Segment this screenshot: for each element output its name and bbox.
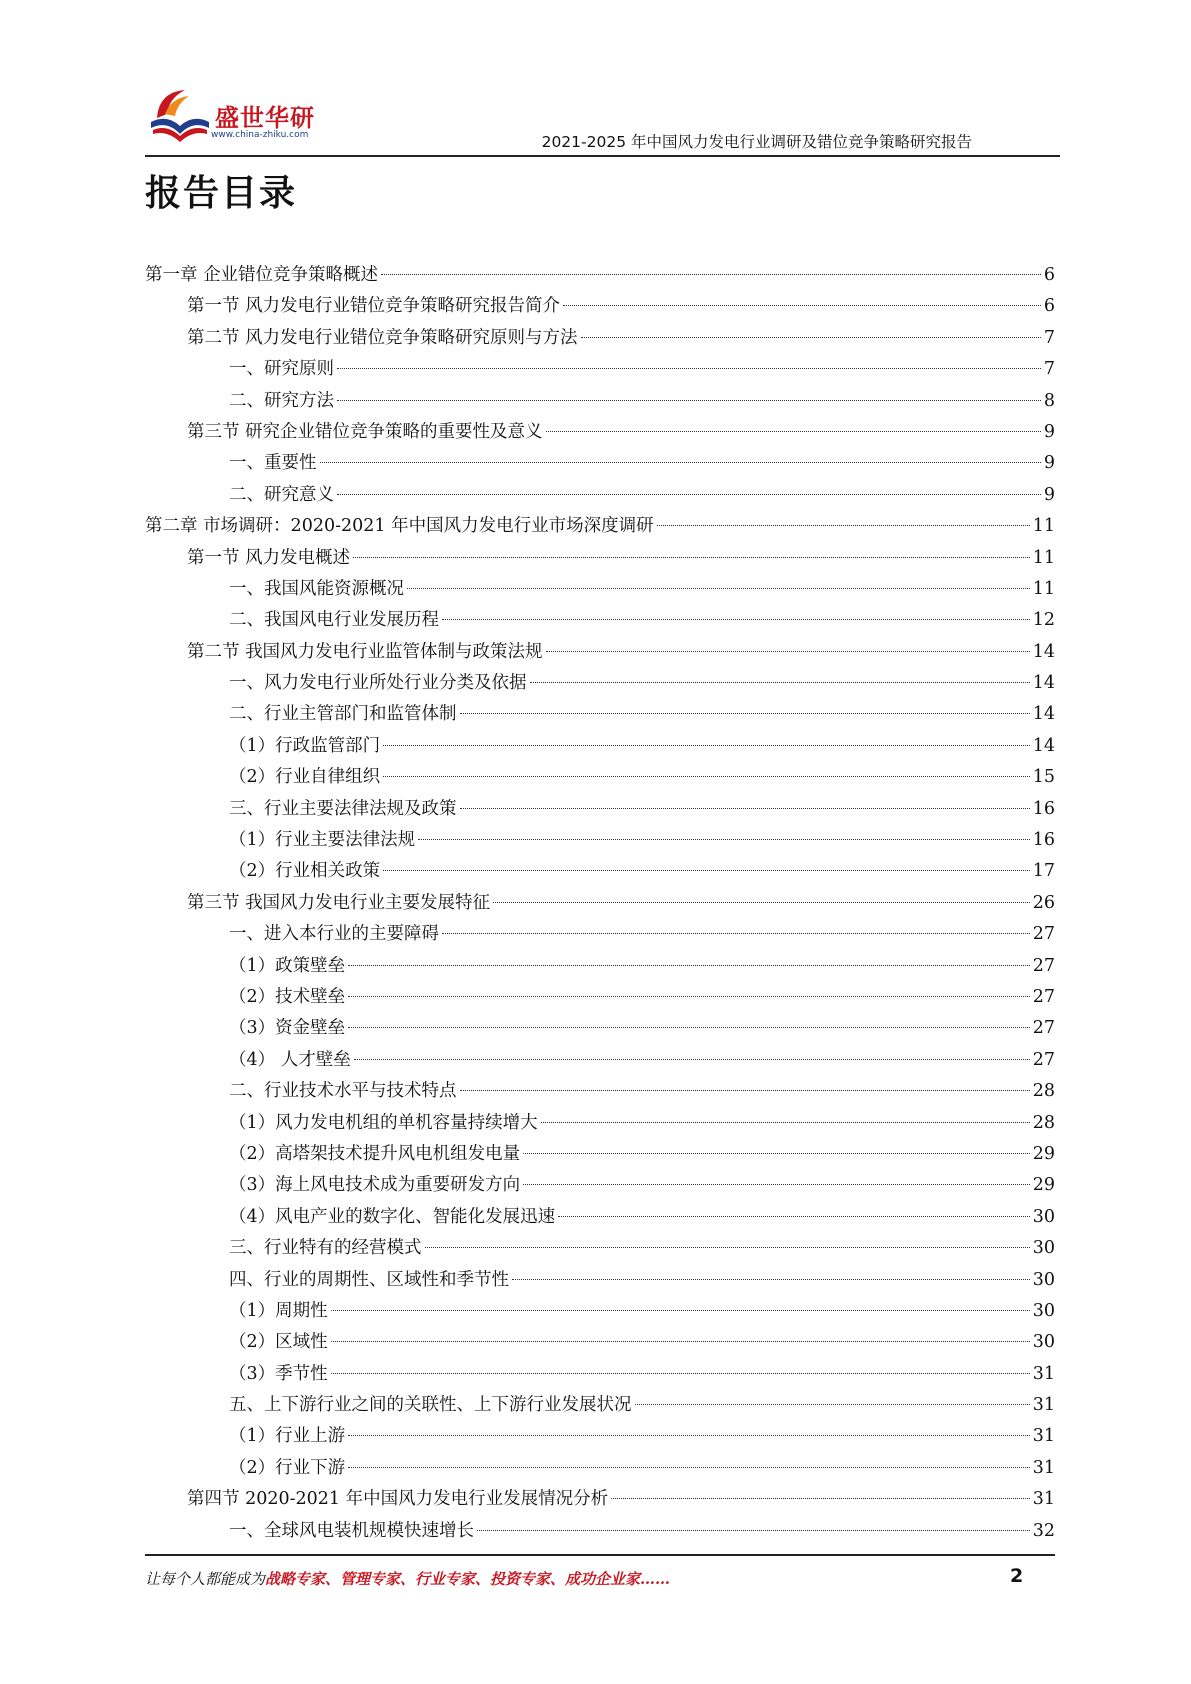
toc-dot-leader [418,839,1030,840]
toc-entry-page: 11 [1032,547,1055,568]
toc-entry[interactable] [145,574,1055,605]
toc-dot-leader [546,431,1041,432]
toc-entry-label: （1）行业主要法律法规 [229,830,416,851]
toc-entry-page: 30 [1032,1206,1055,1227]
toc-entry-page: 30 [1032,1269,1055,1290]
toc-entry[interactable] [145,354,1055,385]
toc-entry-label: （2）行业相关政策 [229,861,381,882]
toc-dot-leader [460,1090,1030,1091]
toc-dot-leader [348,1435,1030,1436]
toc-entry-page: 27 [1032,924,1055,945]
toc-entry-page: 31 [1032,1489,1055,1510]
toc-entry[interactable] [145,1233,1055,1264]
footer-slogan [145,1568,670,1589]
toc-entry-label: 第四节 2020-2021 年中国风力发电行业发展情况分析 [187,1489,609,1510]
toc-entry-page: 29 [1032,1175,1055,1196]
page-title: 报告目录 [145,173,298,214]
toc-entry[interactable] [145,668,1055,699]
toc-entry[interactable] [145,323,1055,354]
toc-entry-page: 6 [1043,265,1055,285]
toc-dot-leader [337,368,1041,369]
toc-entry-label: （2）技术壁垒 [229,986,346,1007]
toc-entry[interactable] [145,1170,1055,1201]
toc-dot-leader [337,494,1041,495]
toc-entry-label: 三、行业特有的经营模式 [229,1238,422,1259]
toc-entry-label: 二、行业主管部门和监管体制 [229,704,457,725]
toc-entry-page: 9 [1043,484,1055,505]
toc-entry[interactable] [145,386,1055,417]
toc-entry[interactable] [145,1359,1055,1390]
toc-entry-page: 27 [1032,1049,1055,1070]
toc-dot-leader [381,274,1041,275]
toc-dot-leader [530,682,1030,683]
slogan-highlight: 战略专家、管理专家、行业专家、投资专家、成功企业家…… [265,1570,671,1588]
toc-entry-label: 第二节 我国风力发电行业监管体制与政策法规 [187,641,543,662]
toc-entry-page: 31 [1032,1395,1055,1416]
table-of-contents [145,260,1055,1547]
toc-dot-leader [523,1184,1030,1185]
toc-entry-page: 31 [1032,1363,1055,1384]
toc-entry[interactable] [145,448,1055,479]
toc-entry-page: 16 [1032,830,1055,851]
toc-entry-label: 一、我国风能资源概况 [229,578,404,599]
toc-dot-leader [558,1216,1030,1217]
header-divider [145,155,1060,157]
toc-entry-label: （4）风电产业的数字化、智能化发展迅速 [229,1206,556,1227]
toc-entry-label: （2）行业下游 [229,1457,346,1478]
toc-entry-label: 第二章 市场调研：2020-2021 年中国风力发电行业市场深度调研 [145,516,654,537]
toc-entry[interactable] [145,1013,1055,1044]
toc-entry[interactable] [145,480,1055,511]
toc-entry-page: 30 [1032,1238,1055,1259]
toc-entry[interactable] [145,1139,1055,1170]
toc-entry[interactable] [145,1516,1055,1547]
toc-entry[interactable] [145,1327,1055,1358]
toc-entry-page: 30 [1032,1300,1055,1321]
toc-entry-label: （3）资金壁垒 [229,1018,346,1039]
toc-entry-page: 14 [1032,673,1055,694]
toc-dot-leader [348,1027,1030,1028]
toc-entry-label: （1）风力发电机组的单机容量持续增大 [229,1112,538,1133]
toc-entry[interactable] [145,888,1055,919]
toc-entry-page: 8 [1043,390,1055,411]
toc-entry-page: 16 [1032,798,1055,819]
toc-entry-page: 29 [1032,1143,1055,1164]
toc-dot-leader [331,1310,1030,1311]
toc-entry[interactable] [145,699,1055,730]
toc-dot-leader [331,1373,1030,1374]
toc-entry-label: 第三节 研究企业错位竞争策略的重要性及意义 [187,421,543,442]
toc-entry-page: 27 [1032,955,1055,976]
toc-entry[interactable] [145,291,1055,322]
toc-entry-label: 二、行业技术水平与技术特点 [229,1081,457,1102]
toc-dot-leader [383,870,1030,871]
toc-entry[interactable] [145,982,1055,1013]
toc-entry-page: 7 [1043,327,1055,348]
toc-entry-label: 二、我国风电行业发展历程 [229,610,439,631]
toc-entry-page: 9 [1043,453,1055,474]
toc-entry-label: 三、行业主要法律法规及政策 [229,798,457,819]
toc-entry[interactable] [145,543,1055,574]
toc-entry-label: 一、进入本行业的主要障碍 [229,924,439,945]
toc-dot-leader [407,588,1030,589]
toc-dot-leader [657,525,1030,526]
toc-dot-leader [348,965,1030,966]
toc-entry[interactable] [145,1265,1055,1296]
toc-entry-label: （2）区域性 [229,1332,328,1353]
toc-entry-label: 第一节 风力发电概述 [187,547,351,568]
logo-company-name: 盛世华研 [215,104,315,132]
toc-entry[interactable] [145,1453,1055,1484]
toc-entry-page: 27 [1032,1018,1055,1039]
toc-dot-leader [581,337,1041,338]
footer-divider [145,1554,1055,1556]
toc-entry-page: 14 [1032,735,1055,756]
page-number: 2 [1010,1565,1024,1587]
toc-dot-leader [331,1341,1030,1342]
toc-entry-label: 第二节 风力发电行业错位竞争策略研究原则与方法 [187,327,578,348]
toc-entry[interactable] [145,794,1055,825]
toc-entry[interactable] [145,825,1055,856]
toc-dot-leader [353,557,1030,558]
toc-entry-page: 15 [1032,767,1055,788]
toc-entry[interactable] [145,637,1055,668]
toc-entry-label: 第一章 企业错位竞争策略概述 [145,265,379,285]
toc-dot-leader [563,305,1041,306]
company-logo-icon [145,84,215,146]
toc-entry[interactable] [145,856,1055,887]
toc-entry[interactable] [145,731,1055,762]
toc-entry[interactable] [145,1108,1055,1139]
toc-entry[interactable] [145,260,1055,291]
toc-entry-label: 一、风力发电行业所处行业分类及依据 [229,673,527,694]
toc-entry[interactable] [145,951,1055,982]
toc-entry-label: 二、研究方法 [229,390,334,411]
toc-entry-label: （4） 人才壁垒 [229,1049,351,1070]
toc-entry-label: （1）行政监管部门 [229,735,381,756]
slogan-prefix: 让每个人都能成为 [145,1570,266,1588]
toc-entry[interactable] [145,511,1055,542]
toc-dot-leader [512,1279,1030,1280]
toc-entry-label: 第三节 我国风力发电行业主要发展特征 [187,892,491,913]
toc-entry-page: 17 [1032,861,1055,882]
toc-dot-leader [383,776,1030,777]
toc-entry-page: 11 [1032,516,1055,537]
toc-entry-page: 12 [1032,610,1055,631]
toc-entry-label: 一、研究原则 [229,359,334,380]
toc-dot-leader [541,1122,1030,1123]
toc-entry-label: 五、上下游行业之间的关联性、上下游行业发展状况 [229,1395,632,1416]
toc-entry-label: （3）海上风电技术成为重要研发方向 [229,1175,521,1196]
toc-dot-leader [493,902,1030,903]
toc-entry[interactable] [145,919,1055,950]
toc-dot-leader [523,1153,1030,1154]
toc-dot-leader [337,400,1041,401]
toc-dot-leader [348,996,1030,997]
toc-entry-label: （2）行业自律组织 [229,767,381,788]
toc-dot-leader [383,745,1030,746]
toc-entry[interactable] [145,1484,1055,1515]
toc-entry-page: 31 [1032,1457,1055,1478]
toc-entry-page: 28 [1032,1112,1055,1133]
toc-entry-page: 31 [1032,1426,1055,1447]
toc-entry-label: （3）季节性 [229,1363,328,1384]
toc-dot-leader [611,1498,1030,1499]
toc-entry[interactable] [145,1202,1055,1233]
toc-entry-label: 第一节 风力发电行业错位竞争策略研究报告简介 [187,296,561,317]
toc-entry-label: 二、研究意义 [229,484,334,505]
toc-entry-label: 一、重要性 [229,453,317,474]
toc-entry-page: 14 [1032,641,1055,662]
toc-entry-label: （1）行业上游 [229,1426,346,1447]
toc-entry-page: 30 [1032,1332,1055,1353]
toc-dot-leader [442,933,1030,934]
toc-entry-page: 6 [1043,296,1055,317]
toc-entry-page: 27 [1032,986,1055,1007]
toc-entry-page: 7 [1043,359,1055,380]
toc-entry[interactable] [145,1390,1055,1421]
toc-entry[interactable] [145,1076,1055,1107]
toc-entry-page: 32 [1032,1520,1055,1541]
toc-entry-label: 四、行业的周期性、区域性和季节性 [229,1269,509,1290]
toc-entry[interactable] [145,762,1055,793]
toc-dot-leader [320,462,1041,463]
toc-dot-leader [460,808,1030,809]
toc-entry-page: 11 [1032,578,1055,599]
toc-entry[interactable] [145,417,1055,448]
toc-entry[interactable] [145,1421,1055,1452]
toc-dot-leader [442,619,1030,620]
toc-entry[interactable] [145,1045,1055,1076]
page-header [145,78,1060,158]
toc-dot-leader [635,1404,1030,1405]
toc-entry-label: （1）周期性 [229,1300,328,1321]
toc-entry[interactable] [145,605,1055,636]
toc-entry-page: 14 [1032,704,1055,725]
toc-entry-label: 一、全球风电装机规模快速增长 [229,1520,474,1541]
report-header-title: 2021-2025 年中国风力发电行业调研及错位竞争策略研究报告 [541,133,972,151]
toc-dot-leader [546,651,1030,652]
toc-entry[interactable] [145,1296,1055,1327]
toc-entry-label: （1）政策壁垒 [229,955,346,976]
toc-entry-page: 9 [1043,421,1055,442]
toc-dot-leader [354,1059,1030,1060]
toc-entry-label: （2）高塔架技术提升风电机组发电量 [229,1143,521,1164]
toc-dot-leader [425,1247,1030,1248]
toc-entry-page: 26 [1032,892,1055,913]
toc-dot-leader [477,1530,1030,1531]
toc-entry-page: 28 [1032,1081,1055,1102]
toc-dot-leader [348,1467,1030,1468]
logo-website-url: www.china-zhiku.com [211,130,309,140]
toc-dot-leader [460,713,1030,714]
